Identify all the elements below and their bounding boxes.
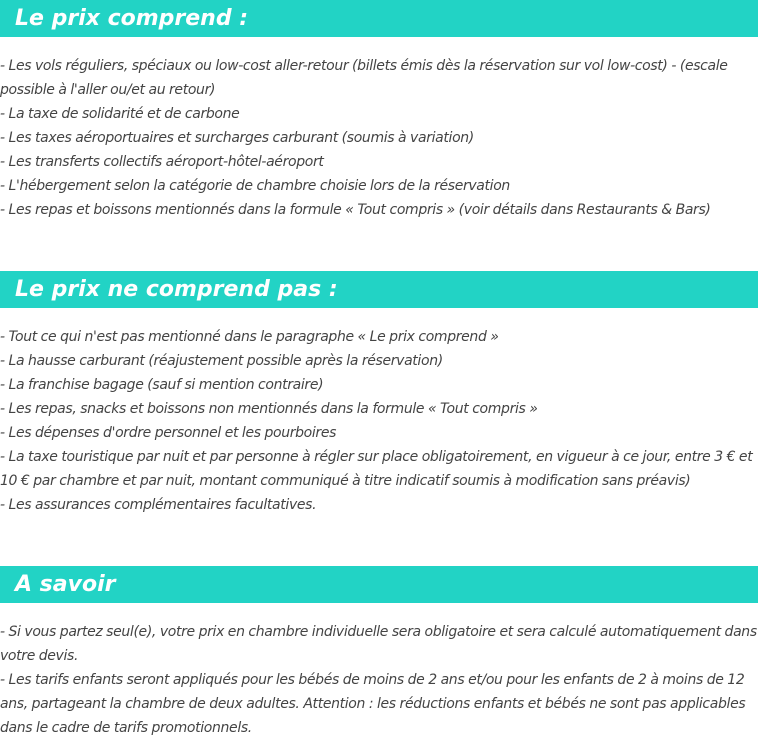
list-item: - Les transferts collectifs aéroport-hôtel-aéroport — [0, 154, 324, 170]
section-price-excludes — [0, 271, 758, 517]
price-excludes-list — [0, 325, 758, 517]
list-item: - La franchise bagage (sauf si mention contraire) — [0, 377, 324, 393]
list-item: - Les assurances complémentaires facultatives. — [0, 497, 317, 513]
list-item: - Les repas, snacks et boissons non mentionnés dans la formule « Tout compris » — [0, 401, 538, 417]
section-heading: A savoir — [0, 566, 758, 603]
good-to-know-list — [0, 620, 758, 740]
list-item: - Les repas et boissons mentionnés dans la formule « Tout compris » (voir détails dans Restaurants & Bars) — [0, 202, 711, 218]
list-item: - Les tarifs enfants seront appliqués pour les bébés de moins de 2 ans et/ou pour les enfants de 2 à moins de 12 ans, partageant la chambre de deux adultes. Attention : les réductions enfants et bébés ne sont pas applicables dans le cadre de tarifs promotionnels. — [0, 672, 746, 736]
list-item: - La taxe de solidarité et de carbone — [0, 106, 240, 122]
section-good-to-know — [0, 566, 758, 740]
section-heading: Le prix ne comprend pas : — [0, 271, 758, 308]
list-item: - La hausse carburant (réajustement possible après la réservation) — [0, 353, 443, 369]
list-item: - Les dépenses d'ordre personnel et les pourboires — [0, 425, 337, 441]
section-price-includes — [0, 0, 758, 222]
list-item: - Tout ce qui n'est pas mentionné dans le paragraphe « Le prix comprend » — [0, 329, 499, 345]
price-includes-list — [0, 54, 758, 222]
list-item: - Les vols réguliers, spéciaux ou low-cost aller-retour (billets émis dès la réservation sur vol low-cost) - (escale possible à l'aller ou/et au retour) — [0, 58, 728, 98]
section-heading: Le prix comprend : — [0, 0, 758, 37]
list-item: - Si vous partez seul(e), votre prix en chambre individuelle sera obligatoire et sera calculé automatiquement dans votre devis. — [0, 624, 757, 664]
list-item: - L'hébergement selon la catégorie de chambre choisie lors de la réservation — [0, 178, 510, 194]
list-item: - Les taxes aéroportuaires et surcharges carburant (soumis à variation) — [0, 130, 474, 146]
list-item: - La taxe touristique par nuit et par personne à régler sur place obligatoirement, en vigueur à ce jour, entre 3 € et 10 € par chambre et par nuit, montant communiqué à titre indicatif soumis à modification sans préavis) — [0, 449, 753, 489]
